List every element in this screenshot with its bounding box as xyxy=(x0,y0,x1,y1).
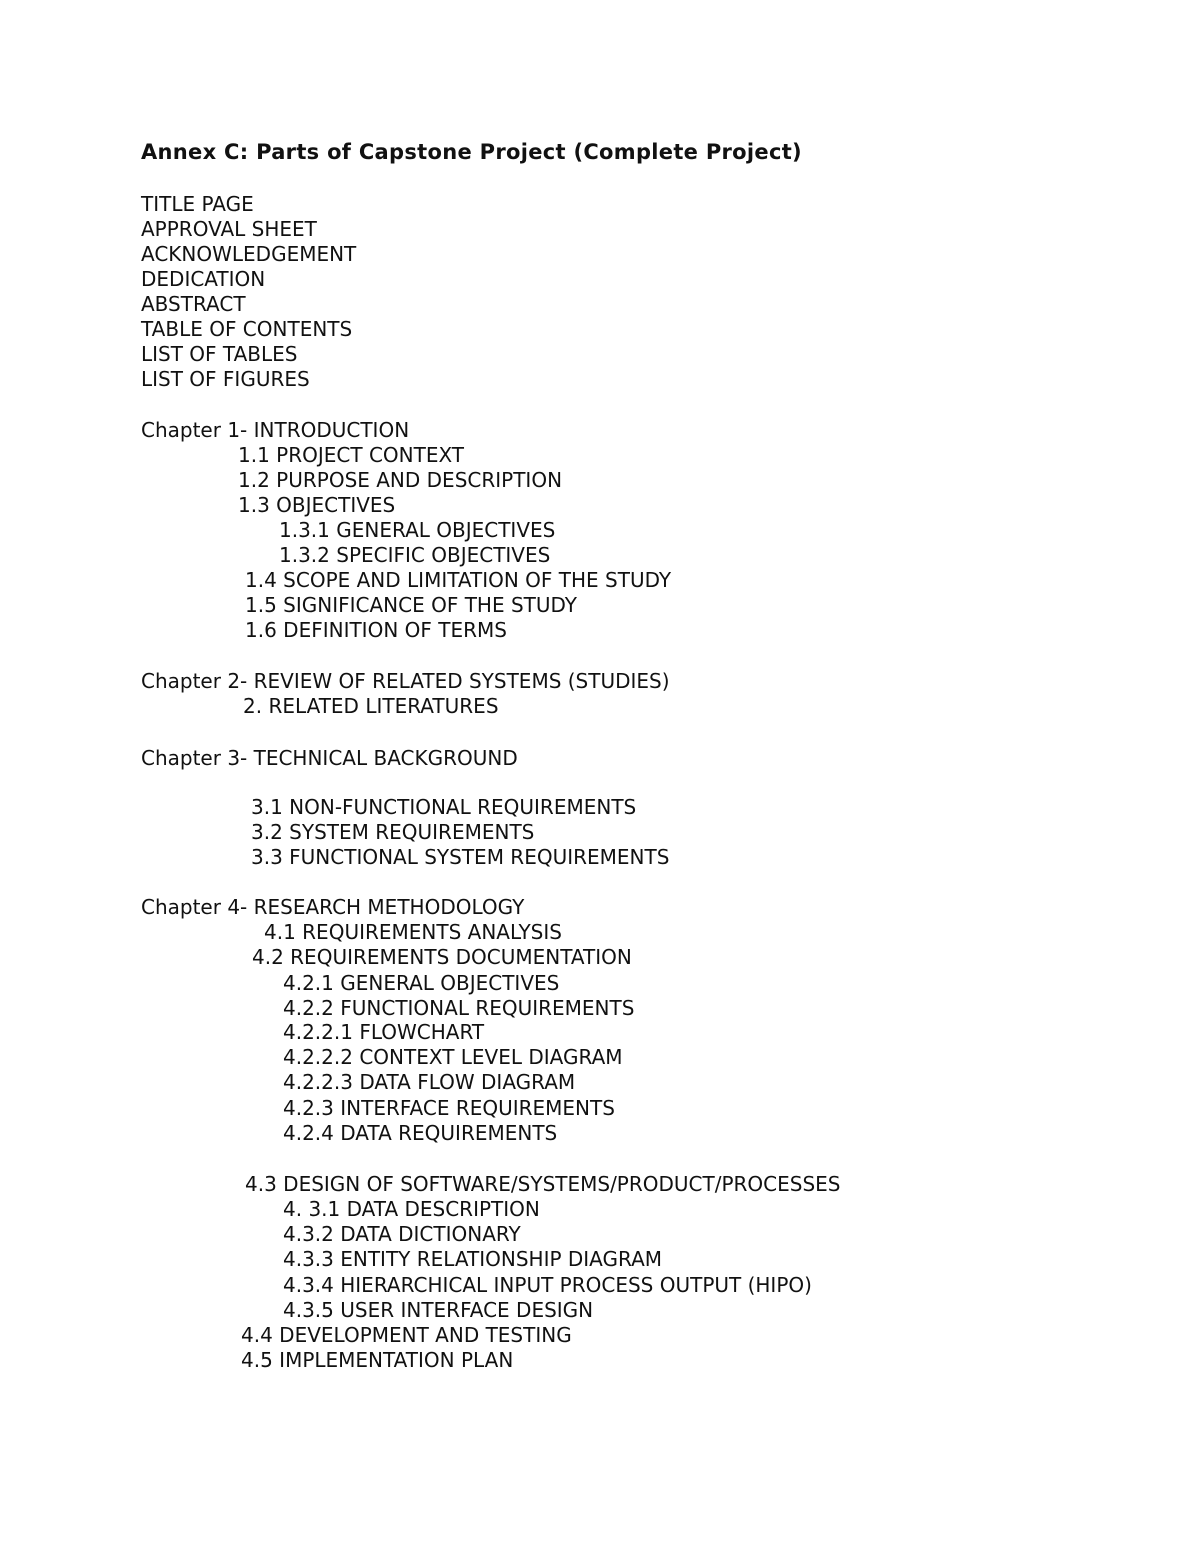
front-matter-item: ABSTRACT xyxy=(141,292,246,316)
chapter-heading: Chapter 1- INTRODUCTION xyxy=(141,418,410,442)
section-item: 3.2 SYSTEM REQUIREMENTS xyxy=(251,820,535,844)
subsection-item: 4.2.2.2 CONTEXT LEVEL DIAGRAM xyxy=(283,1045,623,1069)
section-item: 1.5 SIGNIFICANCE OF THE STUDY xyxy=(245,593,578,617)
subsection-item: 4.3.2 DATA DICTIONARY xyxy=(283,1222,521,1246)
section-item: 4.2 REQUIREMENTS DOCUMENTATION xyxy=(252,945,632,969)
subsection-item: 4.3.5 USER INTERFACE DESIGN xyxy=(283,1298,594,1322)
front-matter-item: APPROVAL SHEET xyxy=(141,217,317,241)
subsection-item: 4.2.2.1 FLOWCHART xyxy=(283,1020,485,1044)
chapter-heading: Chapter 2- REVIEW OF RELATED SYSTEMS (STUDIES) xyxy=(141,669,670,693)
subsection-item: 4.3.3 ENTITY RELATIONSHIP DIAGRAM xyxy=(283,1247,663,1271)
section-item: 1.3 OBJECTIVES xyxy=(238,493,396,517)
front-matter-item: TABLE OF CONTENTS xyxy=(141,317,353,341)
subsection-item: 1.3.2 SPECIFIC OBJECTIVES xyxy=(279,543,551,567)
front-matter-item: LIST OF FIGURES xyxy=(141,367,310,391)
section-item: 4.5 IMPLEMENTATION PLAN xyxy=(241,1348,514,1372)
subsection-item: 1.3.1 GENERAL OBJECTIVES xyxy=(279,518,556,542)
section-item: 3.1 NON-FUNCTIONAL REQUIREMENTS xyxy=(251,795,637,819)
section-item: 2. RELATED LITERATURES xyxy=(243,694,499,718)
chapter-heading: Chapter 3- TECHNICAL BACKGROUND xyxy=(141,746,518,770)
subsection-item: 4.2.2.3 DATA FLOW DIAGRAM xyxy=(283,1070,576,1094)
chapter-heading: Chapter 4- RESEARCH METHODOLOGY xyxy=(141,895,525,919)
front-matter-item: TITLE PAGE xyxy=(141,192,254,216)
front-matter-item: DEDICATION xyxy=(141,267,266,291)
subsection-item: 4.2.4 DATA REQUIREMENTS xyxy=(283,1121,558,1145)
section-item: 4.4 DEVELOPMENT AND TESTING xyxy=(241,1323,572,1347)
section-item: 4.3 DESIGN OF SOFTWARE/SYSTEMS/PRODUCT/PROCESSES xyxy=(245,1172,841,1196)
section-item: 1.4 SCOPE AND LIMITATION OF THE STUDY xyxy=(245,568,672,592)
section-item: 1.2 PURPOSE AND DESCRIPTION xyxy=(238,468,563,492)
section-item: 4.1 REQUIREMENTS ANALYSIS xyxy=(264,920,562,944)
subsection-item: 4. 3.1 DATA DESCRIPTION xyxy=(283,1197,540,1221)
section-item: 3.3 FUNCTIONAL SYSTEM REQUIREMENTS xyxy=(251,845,670,869)
subsection-item: 4.2.3 INTERFACE REQUIREMENTS xyxy=(283,1096,615,1120)
section-item: 1.6 DEFINITION OF TERMS xyxy=(245,618,507,642)
subsection-item: 4.3.4 HIERARCHICAL INPUT PROCESS OUTPUT (HIPO) xyxy=(283,1273,812,1297)
subsection-item: 4.2.2 FUNCTIONAL REQUIREMENTS xyxy=(283,996,635,1020)
front-matter-item: LIST OF TABLES xyxy=(141,342,298,366)
document-title: Annex C: Parts of Capstone Project (Complete Project) xyxy=(141,140,802,164)
section-item: 1.1 PROJECT CONTEXT xyxy=(238,443,465,467)
front-matter-item: ACKNOWLEDGEMENT xyxy=(141,242,357,266)
subsection-item: 4.2.1 GENERAL OBJECTIVES xyxy=(283,971,560,995)
